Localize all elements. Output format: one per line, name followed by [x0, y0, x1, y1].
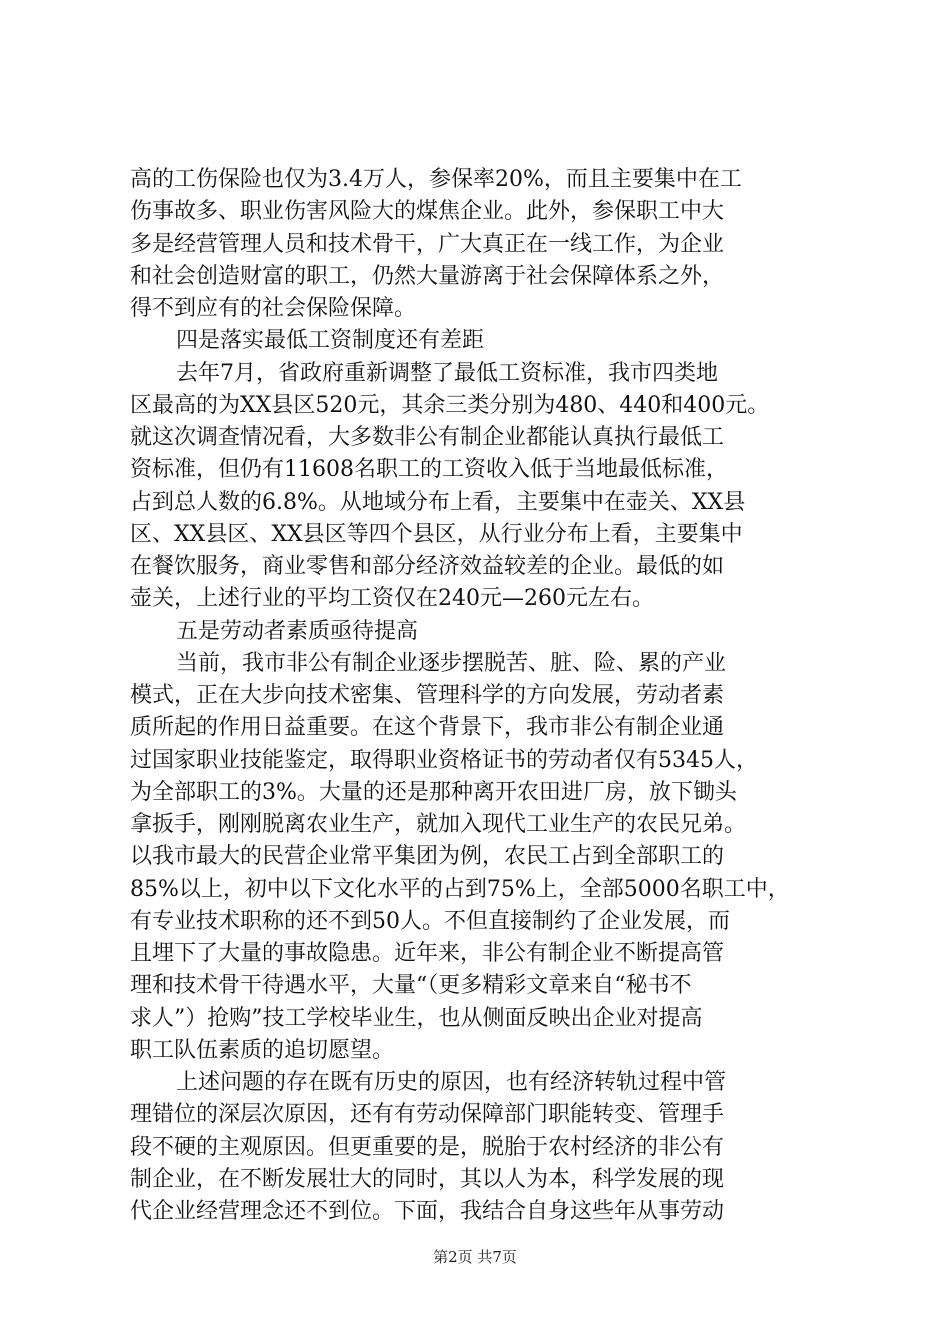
text-line: 制企业，在不断发展壮大的同时，其以人为本，科学发展的现 [130, 1166, 725, 1192]
text-line: 去年7月，省政府重新调整了最低工资标准，我市四类地 [176, 360, 718, 386]
text-line: 壶关，上述行业的平均工资仅在240元—260元左右。 [130, 586, 654, 612]
text-line: 当前，我市非公有制企业逐步摆脱苦、脏、险、累的产业 [176, 650, 727, 676]
text-line: 就这次调查情况看，大多数非公有制企业都能认真执行最低工 [130, 425, 725, 450]
text-line: 过国家职业技能鉴定，取得职业资格证书的劳动者仅有5345人， [130, 747, 758, 773]
text-line: 区、XX县区、XX县区等四个县区，从行业分布上看，主要集中 [130, 521, 743, 547]
text-line: 伤事故多、职业伤害风险大的煤焦企业。此外，参保职工中大 [130, 199, 725, 225]
text-line: 求人”）抢购”技工学校毕业生，也从侧面反映出企业对提高 [130, 1005, 703, 1031]
page-footer: 第2页 共7页 [433, 1248, 517, 1266]
text-line: 且埋下了大量的事故隐患。近年来，非公有制企业不断提高管 [130, 941, 725, 966]
text-line: 占到总人数的6.8%。从地域分布上看，主要集中在壶关、XX县 [130, 489, 746, 515]
text-line: 质所起的作用日益重要。在这个背景下，我市非公有制企业通 [130, 715, 725, 741]
text-line: 有专业技术职称的还不到50人。不但直接制约了企业发展，而 [130, 908, 730, 934]
text-line: 资标准，但仍有11608名职工的工资收入低于当地最低标准， [130, 457, 728, 483]
text-line: 得不到应有的社会保险保障。 [130, 296, 417, 321]
text-line: 多是经营管理人员和技术骨干，广大真正在一线工作，为企业 [130, 231, 725, 257]
text-line: 和社会创造财富的职工，仍然大量游离于社会保障体系之外， [130, 263, 725, 289]
text-line: 五是劳动者素质亟待提高 [176, 618, 419, 644]
text-line: 代企业经营理念还不到位。下面，我结合自身这些年从事劳动 [130, 1199, 725, 1224]
text-line: 以我市最大的民营企业常平集团为例，农民工占到全部职工的 [130, 844, 725, 870]
text-line: 拿扳手，刚刚脱离农业生产，就加入现代工业生产的农民兄弟。 [130, 812, 747, 837]
text-line: 段不硬的主观原因。但更重要的是，脱胎于农村经济的非公有 [130, 1134, 725, 1160]
text-line: 理错位的深层次原因，还有有劳动保障部门职能转变、管理手 [130, 1102, 725, 1128]
text-line: 理和技术骨干待遇水平，大量“（更多精彩文章来自“秘书不 [130, 973, 692, 999]
text-line: 四是落实最低工资制度还有差距 [176, 328, 485, 354]
text-line: 高的工伤保险也仅为3.4万人，参保率20%，而且主要集中在工 [130, 167, 742, 192]
text-line: 模式，正在大步向技术密集、管理科学的方向发展，劳动者素 [130, 683, 725, 708]
text-line: 为全部职工的3%。大量的还是那种离开农田进厂房，放下锄头 [130, 779, 737, 805]
text-line: 在餐饮服务，商业零售和部分经济效益较差的企业。最低的如 [130, 554, 725, 579]
text-line: 85%以上，初中以下文化水平的占到75%上，全部5000名职工中， [130, 876, 790, 902]
text-line: 职工队伍素质的追切愿望。 [130, 1037, 395, 1063]
text-line: 上述问题的存在既有历史的原因，也有经济转轨过程中管 [176, 1070, 727, 1095]
text-line: 区最高的为XX县区520元，其余三类分别为480、440和400元。 [130, 392, 770, 418]
